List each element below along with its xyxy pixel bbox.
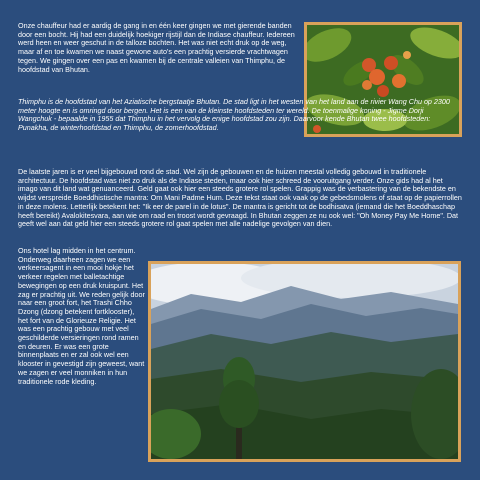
intro-paragraph: Onze chauffeur had er aardig de gang in en één keer gingen we met gierende banden door een bocht. Hij had een duidelijk hoekiger rijstijl dan de Indiase chauffeur. Iedereen werd heen en weer geschut in de talloze bochten. Het was niet echt druk op de weg, maar af en toe kwamen we naast gewone auto's een prachtig versierde vrachtwagen tegen. We gingen over een pas en kwamen bij de centrale valleien van Thimphu, de hoofdstad van Bhutan. [18,21,295,74]
city-paragraph: De laatste jaren is er veel bijgebouwd rond de stad. Wel zijn de gebouwen en de huizen meestal volledig gebouwd in traditionele architectuur. De hoofdstad was niet zo druk als de Indiase steden, maar ook hier schreed de vooruitgang verder. Onze gids had al het imago van dit land wat genuanceerd. Geld gaat ook hier een steeds grotere rol spelen. Grappig was de verbastering van de bekendste en wijdst verspreide Boeddhistische mantra: Om Mani Padme Hum. Deze tekst staat ook vaak op de gebedsmolens of staat op de papierrollen in deze molens. Letterlijk betekent het: "Ik eer de parel in de lotus". De mantra is gericht tot de bodhisatva (iemand die het Boeddhaschap heeft bereikt) Avalokitesvara, aan wie om raad en troost wordt gevraagd. In Bhutan zeggen ze nu ook wel: "Oh Money Pay Me Home". Dat geeft wel aan dat geld hier een steeds grotere rol gaat spelen met alle nadelige gevolgen van dien. [18,167,462,229]
mountain-photo [148,261,461,462]
mountain-photo-icon [151,264,458,459]
hotel-paragraph: Ons hotel lag midden in het centrum. Onderweg daarheen zagen we een verkeersagent in een mooi hokje het verkeer regelen met balletachtige bewegingen op een druk kruispunt. Het zag er prachtig uit. We reden gelijk door naar een groot fort, het Trashi Chho Dzong (dzong betekent fortklooster), het fort van de Glorieuze Religie. Het was een prachtig gebouw met veel geschilderde versieringen rond ramen en deuren. Er was een grote binnenplaats en er zal ook wel een klooster in gevestigd zijn geweest, want we zagen er veel monniken in hun traditionele rode kleding. [18,246,145,386]
thimphu-quote: Thimphu is de hoofdstad van het Aziatische bergstaatje Bhutan. De stad ligt in het westen van het land aan de rivier Wang Chu op 2300 meter hoogte en is omringd door bergen. Het is een van de kleinste hoofdsteden ter wereld. De toenmalige koning - Jigme Dorji Wangchuk - bepaalde in 1955 dat Thimphu in het vervolg de enige hoofdstad zou zijn. Daarvoor kende Bhutan twee hoofdsteden: Punakha, de winterhoofdstad en Thimphu, de zomerhoofdstad. [18,97,450,133]
